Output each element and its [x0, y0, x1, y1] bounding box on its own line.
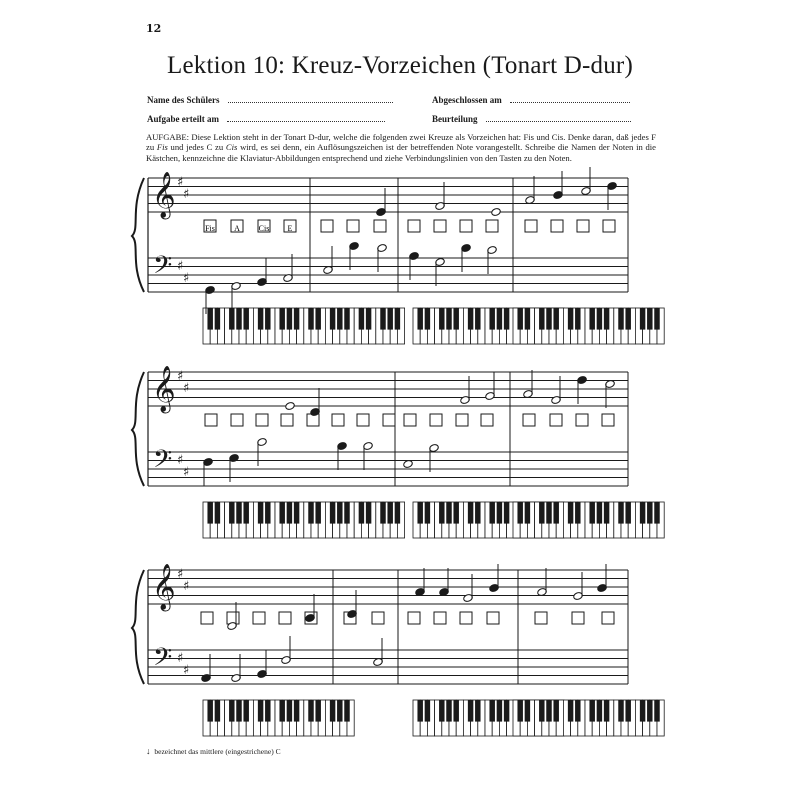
answer-box-group [404, 414, 493, 426]
key-signature-sharp-icon: ♯ [177, 567, 184, 582]
black-key [504, 502, 509, 524]
keyboard-diagram [203, 502, 405, 538]
black-key [475, 308, 480, 330]
answer-box [430, 414, 442, 426]
black-key [589, 700, 594, 722]
box-label-1: Fis [205, 224, 215, 233]
black-key [618, 700, 623, 722]
instructions-cis: Cis [225, 142, 238, 153]
black-key [647, 308, 652, 330]
black-key [439, 502, 444, 524]
note [257, 650, 267, 679]
answer-box [460, 612, 472, 624]
black-key [625, 502, 630, 524]
note [363, 441, 373, 470]
key-signature-sharp-icon: ♯ [177, 453, 184, 468]
black-key [654, 308, 659, 330]
keyboard-diagram [203, 308, 405, 344]
instructions-text-2: und jedes C zu [167, 142, 226, 153]
note [525, 176, 535, 205]
answer-box [408, 220, 420, 232]
black-key [366, 308, 371, 330]
black-key [236, 308, 241, 330]
answer-box-group [204, 220, 296, 232]
key-signature-sharp-icon: ♯ [183, 465, 190, 480]
answer-box [201, 612, 213, 624]
note [491, 207, 501, 216]
black-key [207, 308, 212, 330]
note [285, 401, 295, 410]
black-key [207, 502, 212, 524]
note [487, 245, 497, 274]
black-key [439, 700, 444, 722]
black-key [417, 502, 422, 524]
black-key [446, 308, 451, 330]
black-key [539, 700, 544, 722]
note [607, 181, 617, 210]
score-systems [132, 167, 664, 736]
black-key [604, 700, 609, 722]
key-signature-sharp-icon: ♯ [177, 369, 184, 384]
instructions-fis: Fis [156, 142, 168, 153]
answer-box [525, 220, 537, 232]
brace [132, 570, 144, 684]
black-key [387, 502, 392, 524]
instructions-prefix: AUFGABE: [146, 132, 189, 142]
black-key [207, 700, 212, 722]
black-key [344, 502, 349, 524]
black-key [553, 502, 558, 524]
treble-clef-icon: 𝄞 [152, 366, 176, 412]
middle-c-arrow-icon: ↓ [146, 746, 151, 756]
keyboard-diagram [513, 700, 664, 736]
black-key [539, 502, 544, 524]
black-key [654, 700, 659, 722]
black-key [640, 700, 645, 722]
note [523, 370, 533, 399]
black-key [417, 700, 422, 722]
example-box-labels [205, 224, 292, 233]
black-key [589, 502, 594, 524]
black-key [258, 308, 263, 330]
answer-box [332, 414, 344, 426]
assigned-label: Aufgabe erteilt am [147, 114, 219, 124]
black-key [497, 700, 502, 722]
key-signature-sharp-icon: ♯ [183, 663, 190, 678]
black-key [425, 308, 430, 330]
answer-box [486, 220, 498, 232]
footnote-text: bezeichnet das mittlere (eingestrichene) C [154, 747, 281, 756]
key-signature-sharp-icon: ♯ [177, 259, 184, 274]
note [203, 457, 213, 486]
answer-box [523, 414, 535, 426]
black-key [468, 308, 473, 330]
black-key [229, 502, 234, 524]
black-key [453, 308, 458, 330]
answer-box-group [535, 612, 614, 624]
black-key [546, 700, 551, 722]
note [257, 258, 267, 287]
black-key [215, 502, 220, 524]
answer-box [281, 414, 293, 426]
black-key [575, 700, 580, 722]
black-key [575, 308, 580, 330]
keyboard-diagram [513, 308, 664, 344]
treble-clef-icon: 𝄞 [152, 564, 176, 610]
black-key [330, 700, 335, 722]
black-key [425, 502, 430, 524]
note [553, 171, 563, 200]
black-key [337, 700, 342, 722]
black-key [287, 308, 292, 330]
black-key [294, 700, 299, 722]
key-signature-sharp-icon: ♯ [183, 579, 190, 594]
black-key [525, 308, 530, 330]
black-key [425, 700, 430, 722]
box-label-4: E [287, 224, 293, 233]
answer-box [434, 612, 446, 624]
note [373, 638, 383, 667]
key-signature-sharp-icon: ♯ [183, 271, 190, 286]
answer-box-group [321, 220, 386, 232]
answer-box [374, 220, 386, 232]
black-key [229, 308, 234, 330]
black-key [243, 308, 248, 330]
black-key [453, 502, 458, 524]
black-key [553, 308, 558, 330]
answer-box [279, 612, 291, 624]
black-key [604, 308, 609, 330]
black-key [647, 700, 652, 722]
answer-box [550, 414, 562, 426]
instructions-text-3: wird, es sei denn, ein Auflösungszeichen ist der betreffenden Note vorangestellt. Schreibe die Namen der Noten in die Kästchen, kennzeichne die Klaviatur-Abbildungen entsprechend und ziehe Verbindungslinien von den Tasten zu den Noten. [146, 142, 656, 163]
black-key [597, 700, 602, 722]
black-key [337, 308, 342, 330]
black-key [315, 308, 320, 330]
black-key [236, 502, 241, 524]
black-key [294, 502, 299, 524]
keyboard-diagram [203, 700, 354, 736]
black-key [575, 502, 580, 524]
note [376, 188, 386, 217]
black-key [553, 700, 558, 722]
page-number: 12 [146, 22, 162, 35]
black-key [475, 700, 480, 722]
black-key [315, 502, 320, 524]
black-key [489, 502, 494, 524]
treble-clef-icon: 𝄞 [152, 172, 176, 218]
answer-box-group [201, 612, 317, 624]
black-key [395, 308, 400, 330]
completed-label: Abgeschlossen am [432, 95, 502, 105]
brace [132, 372, 144, 486]
black-key [654, 502, 659, 524]
note [435, 257, 445, 286]
black-key [618, 502, 623, 524]
page-title: Lektion 10: Kreuz-Vorzeichen (Tonart D-dur) [167, 52, 633, 79]
answer-box [321, 220, 333, 232]
black-key [417, 308, 422, 330]
black-key [330, 502, 335, 524]
answer-box [576, 414, 588, 426]
black-key [468, 502, 473, 524]
black-key [366, 502, 371, 524]
note [231, 281, 241, 310]
black-key [546, 502, 551, 524]
black-key [215, 308, 220, 330]
box-label-3: Cis [258, 224, 270, 233]
black-key [525, 502, 530, 524]
black-key [337, 502, 342, 524]
note [577, 375, 587, 404]
answer-box [487, 612, 499, 624]
answer-box [602, 414, 614, 426]
answer-box [434, 220, 446, 232]
black-key [265, 308, 270, 330]
black-key [568, 502, 573, 524]
black-key [265, 502, 270, 524]
black-key [395, 502, 400, 524]
bass-staff [148, 258, 628, 292]
black-key [517, 502, 522, 524]
black-key [258, 700, 263, 722]
black-key [344, 700, 349, 722]
black-key [439, 308, 444, 330]
note [537, 568, 547, 597]
note [605, 379, 615, 408]
black-key [258, 502, 263, 524]
black-key [330, 308, 335, 330]
student-name-label: Name des Schülers [147, 95, 220, 105]
black-key [287, 700, 292, 722]
black-key [294, 308, 299, 330]
black-key [546, 308, 551, 330]
black-key [568, 700, 573, 722]
answer-box [307, 414, 319, 426]
black-key [517, 700, 522, 722]
black-key [279, 700, 284, 722]
black-key [265, 700, 270, 722]
black-key [229, 700, 234, 722]
keyboard-diagram [513, 502, 664, 538]
note [323, 246, 333, 275]
black-key [497, 502, 502, 524]
black-key [489, 308, 494, 330]
answer-box [603, 220, 615, 232]
answer-box [404, 414, 416, 426]
black-key [604, 502, 609, 524]
black-key [468, 700, 473, 722]
note [573, 572, 583, 601]
answer-box [456, 414, 468, 426]
black-key [647, 502, 652, 524]
answer-box [347, 220, 359, 232]
bass-clef-icon: 𝄢 [153, 643, 173, 678]
black-key [497, 308, 502, 330]
answer-box [231, 414, 243, 426]
black-key [446, 502, 451, 524]
black-key [525, 700, 530, 722]
note [439, 568, 449, 597]
answer-box [535, 612, 547, 624]
answer-box [577, 220, 589, 232]
black-key [475, 502, 480, 524]
answer-box [481, 414, 493, 426]
black-key [640, 308, 645, 330]
black-key [279, 308, 284, 330]
answer-box [383, 414, 395, 426]
black-key [597, 502, 602, 524]
key-signature-sharp-icon: ♯ [183, 381, 190, 396]
black-key [279, 502, 284, 524]
black-key [489, 700, 494, 722]
black-key [359, 502, 364, 524]
bass-clef-icon: 𝄢 [153, 445, 173, 480]
note [581, 167, 591, 196]
instructions-text-1: Diese Lektion steht in der Tonart D-dur, welche die folgenden zwei Kreuze als Vorzeichen hat: Fis und Cis. Denke daran, daß jedes F zu [146, 132, 656, 153]
note [485, 372, 495, 401]
box-label-2: A [234, 224, 240, 233]
black-key [618, 308, 623, 330]
key-signature-sharp-icon: ♯ [183, 187, 190, 202]
note [310, 388, 320, 417]
answer-box [408, 612, 420, 624]
black-key [215, 700, 220, 722]
key-signature-sharp-icon: ♯ [177, 175, 184, 190]
black-key [236, 700, 241, 722]
bass-clef-icon: 𝄢 [153, 251, 173, 286]
black-key [380, 308, 385, 330]
black-key [287, 502, 292, 524]
black-key [243, 502, 248, 524]
answer-box [572, 612, 584, 624]
treble-staff [148, 570, 628, 604]
notehead [491, 207, 501, 216]
answer-box-group [525, 220, 615, 232]
black-key [453, 700, 458, 722]
note [337, 441, 347, 470]
note [349, 241, 359, 270]
note [409, 251, 419, 280]
black-key [308, 502, 313, 524]
black-key [589, 308, 594, 330]
brace [132, 178, 144, 292]
black-key [243, 700, 248, 722]
answer-box [551, 220, 563, 232]
answer-box [602, 612, 614, 624]
answer-box-group [523, 414, 614, 426]
black-key [640, 502, 645, 524]
black-key [597, 308, 602, 330]
note [305, 594, 315, 623]
black-key [625, 700, 630, 722]
answer-box [256, 414, 268, 426]
note [415, 568, 425, 597]
black-key [344, 308, 349, 330]
black-key [625, 308, 630, 330]
bass-staff [148, 650, 628, 684]
black-key [568, 308, 573, 330]
black-key [446, 700, 451, 722]
answer-box-group [408, 612, 499, 624]
note [429, 443, 439, 472]
black-key [359, 308, 364, 330]
key-signature-sharp-icon: ♯ [177, 651, 184, 666]
answer-box-group [408, 220, 498, 232]
black-key [517, 308, 522, 330]
footnote [146, 746, 281, 756]
black-key [380, 502, 385, 524]
black-key [308, 700, 313, 722]
answer-box [205, 414, 217, 426]
grade-label: Beurteilung [432, 114, 478, 124]
black-key [308, 308, 313, 330]
answer-box [357, 414, 369, 426]
black-key [315, 700, 320, 722]
black-key [387, 308, 392, 330]
answer-box [372, 612, 384, 624]
black-key [539, 308, 544, 330]
answer-box [253, 612, 265, 624]
black-key [504, 700, 509, 722]
answer-box [460, 220, 472, 232]
notehead [285, 401, 295, 410]
black-key [504, 308, 509, 330]
answer-box-group [205, 414, 395, 426]
bass-staff [148, 452, 628, 486]
